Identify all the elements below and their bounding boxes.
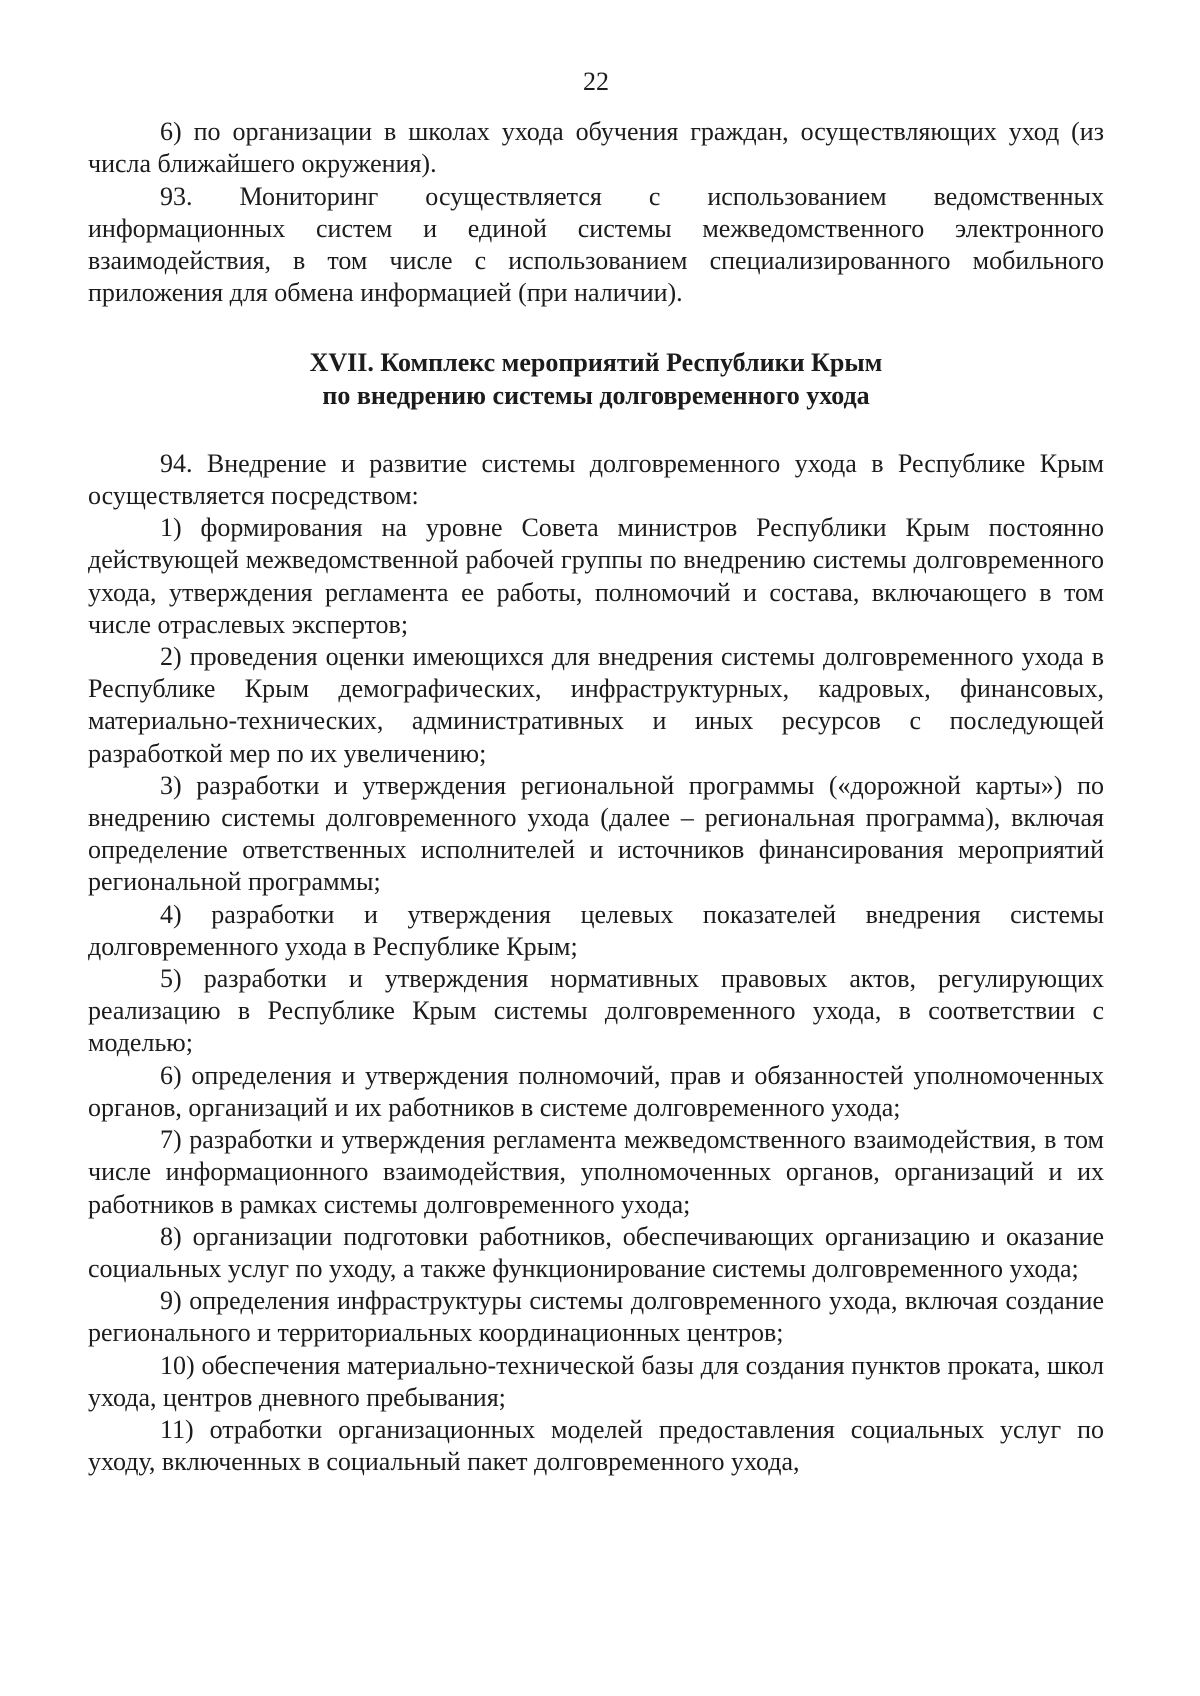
list-item-2: 2) проведения оценки имеющихся для внедрения системы долговременного ухода в Республике Крым демографических, инфраструктурных, кадровых, финансовых, материально-технических, административных и иных ресурсов с последующей разработкой мер по их увеличению; (88, 642, 1104, 768)
list-item-10: 10) обеспечения материально-технической базы для создания пунктов проката, школ ухода, центров дневного пребывания; (88, 1350, 1104, 1412)
list-item-11: 11) отработки организационных моделей предоставления социальных услуг по уходу, включенных в социальный пакет долговременного ухода, (88, 1414, 1104, 1477)
list-item-3: 3) разработки и утверждения региональной программы («дорожной карты») по внедрению системы долговременного ухода (далее – региональная программа), включая определение ответственных исполнителей и источников финансирования мероприятий региональной программы; (88, 770, 1104, 897)
paragraph-item-6-schools: 6) по организации в школах ухода обучения граждан, осуществляющих уход (из числа ближайшего окружения). (88, 117, 1104, 179)
list-item-9: 9) определения инфраструктуры системы долговременного ухода, включая создание регионального и территориальных координационных центров; (88, 1286, 1104, 1348)
list-item-5: 5) разработки и утверждения нормативных правовых актов, регулирующих реализацию в Республике Крым системы долговременного ухода, в соответствии с моделью; (88, 964, 1104, 1058)
list-item-6: 6) определения и утверждения полномочий, прав и обязанностей уполномоченных органов, организаций и их работников в системе долговременного ухода; (88, 1060, 1104, 1122)
list-item-8: 8) организации подготовки работников, обеспечивающих организацию и оказание социальных услуг по уходу, а также функционирование системы долговременного ухода; (88, 1221, 1104, 1283)
list-item-1: 1) формирования на уровне Совета министров Республики Крым постоянно действующей межведомственной рабочей группы по внедрению системы долговременного ухода, утверждения регламента ее работы, полномочий и состава, включающего в том числе отраслевых экспертов; (88, 513, 1104, 639)
section-heading-line-2: по внедрению системы долговременного ухода (322, 380, 870, 410)
page-number: 22 (583, 67, 609, 96)
list-item-7: 7) разработки и утверждения регламента межведомственного взаимодействия, в том числе информационного взаимодействия, уполномоченных органов, организаций и их работников в рамках системы долговременного ухода; (88, 1125, 1104, 1219)
section-heading-line-1: XVII. Комплекс мероприятий Республики Крым (309, 348, 883, 378)
document-page (88, 66, 1104, 1478)
paragraph-94-intro: 94. Внедрение и развитие системы долговременного ухода в Республике Крым осуществляется посредством: (88, 448, 1104, 511)
section-heading (88, 347, 1104, 411)
paragraph-93-monitoring: 93. Мониторинг осуществляется с использованием ведомственных информационных систем и единой системы межведомственного электронного взаимодействия, в том числе с использованием специализированного мобильного приложения для обмена информацией (при наличии). (88, 181, 1104, 308)
list-item-4: 4) разработки и утверждения целевых показателей внедрения системы долговременного ухода в Республике Крым; (88, 899, 1104, 961)
